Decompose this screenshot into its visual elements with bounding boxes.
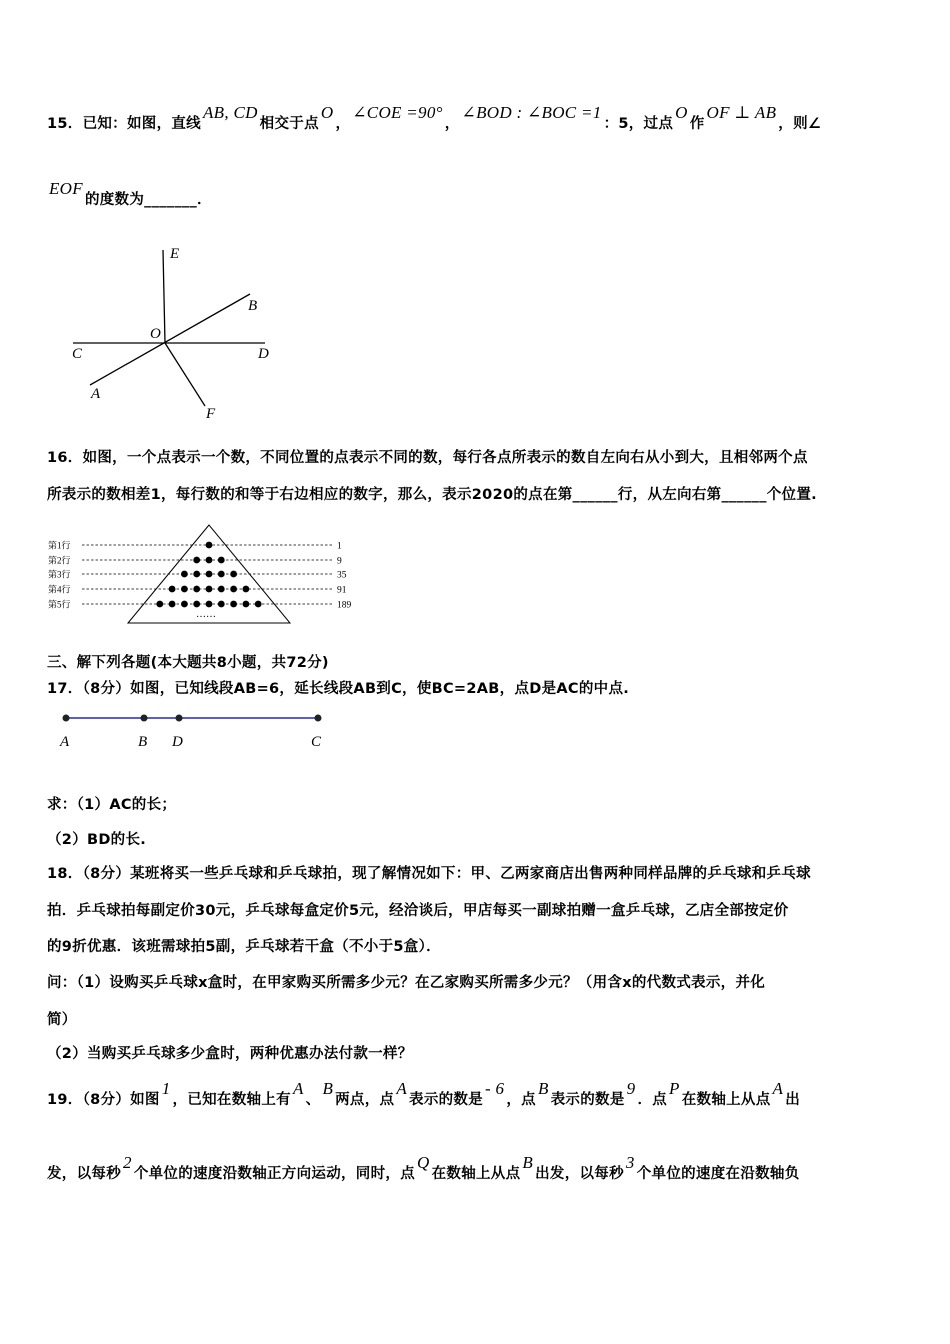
dot: [206, 542, 213, 549]
text-run: 、: [305, 1092, 321, 1108]
dot: [243, 586, 250, 593]
dot: [255, 601, 262, 608]
ray-oe: [163, 250, 165, 343]
row-sum: 189: [337, 600, 352, 611]
label-c: C: [311, 734, 322, 750]
text-run: 作: [689, 116, 705, 132]
text-run: 所表示的数相差1，每行数的和等于右边相应的数字，那么，表示2020的点在第______行，从左向右第______个位置.: [47, 487, 817, 503]
row-sum: 9: [337, 556, 342, 567]
text-run: 拍．乒乓球拍每副定价30元，乒乓球每盒定价5元，经洽谈后，甲店每买一副球拍赠一盒乒乓球，乙店全部按定价: [47, 903, 789, 919]
math-expression: O: [320, 103, 334, 122]
text-run: 的度数为_______．: [84, 192, 212, 208]
dot: [169, 586, 176, 593]
math-expression: - 6: [485, 1079, 505, 1098]
dot: [230, 571, 237, 578]
math-expression: A: [772, 1079, 784, 1098]
line-ab: [90, 294, 250, 385]
dot: [230, 601, 237, 608]
math-expression: AB, CD: [202, 103, 258, 122]
dot: [218, 571, 225, 578]
point-b: [141, 715, 148, 722]
q17-ask1: [47, 793, 176, 814]
dot: [206, 571, 213, 578]
text-run: 问：（1）设购买乒乓球x盒时，在甲家购买所需多少元？在乙家购买所需多少元？（用含x的代数式表示，并化: [47, 975, 766, 991]
math-expression: 3: [625, 1153, 635, 1172]
text-run: 求：（1）AC的长；: [47, 797, 177, 813]
text-run: ，: [335, 116, 351, 132]
label-e: E: [170, 246, 180, 262]
dot: [181, 601, 188, 608]
q17-line1: [47, 677, 629, 698]
row-label: 第4行: [48, 584, 71, 595]
math-expression: 2: [123, 1153, 132, 1172]
q18-ask1: [47, 971, 765, 992]
label-d: D: [258, 346, 269, 362]
q16-line1: [47, 446, 808, 467]
dot: [206, 601, 213, 608]
dot: [193, 586, 200, 593]
math-expression: P: [669, 1079, 680, 1098]
dot: [169, 601, 176, 608]
ellipsis: ……: [196, 609, 216, 620]
math-expression: ∠COE =90°: [352, 103, 443, 122]
text-run: 17．（8分）如图，已知线段AB=6，延长线段AB到C，使BC=2AB，点D是AC的中点.: [47, 681, 630, 697]
row-sum: 1: [337, 541, 342, 552]
q18-line1: [47, 862, 811, 883]
text-run: 相交于点: [259, 116, 319, 132]
q17-ask2: [47, 828, 146, 849]
row-sum: 91: [337, 585, 347, 596]
dot: [156, 601, 163, 608]
dot: [243, 601, 250, 608]
text-run: ，: [444, 116, 460, 132]
figure-q17-segment: [50, 705, 340, 755]
math-expression: EOF: [49, 179, 83, 198]
text-run: 表示的数是: [550, 1092, 625, 1108]
row-label: 第3行: [48, 569, 71, 580]
dot: [193, 557, 200, 564]
dot: [218, 557, 225, 564]
q18-ask1b: [47, 1008, 77, 1029]
dot: [181, 571, 188, 578]
math-expression: 1: [161, 1079, 171, 1098]
label-o: O: [150, 326, 161, 342]
dot: [193, 601, 200, 608]
text-run: （2）BD的长.: [47, 832, 147, 848]
math-expression: B: [522, 1153, 534, 1172]
dot: [193, 571, 200, 578]
point-c: [315, 715, 322, 722]
q16-line2: [47, 483, 817, 504]
label-f: F: [206, 406, 216, 422]
math-expression: A: [396, 1079, 408, 1098]
label-c: C: [72, 346, 83, 362]
text-run: 出发，以每秒: [535, 1166, 624, 1182]
math-expression: OF ⊥ AB: [706, 103, 777, 122]
text-run: 出: [785, 1092, 801, 1108]
math-expression: A: [292, 1079, 304, 1098]
text-run: ，则∠: [778, 116, 822, 132]
dot: [206, 586, 213, 593]
q15-line2: [47, 179, 212, 209]
text-run: 个单位的速度沿数轴正方向运动，同时，点: [133, 1166, 416, 1182]
text-run: 19．（8分）如图: [47, 1092, 160, 1108]
q19-line1: [47, 1079, 801, 1109]
row-label: 第5行: [48, 599, 71, 610]
text-run: ．点: [637, 1092, 668, 1108]
text-run: 简）: [47, 1012, 77, 1028]
text-run: 两点，点: [335, 1092, 395, 1108]
figure-q15-lines: [60, 235, 290, 430]
q19-line2: [47, 1153, 800, 1183]
text-run: 18．（8分）某班将买一些乒乓球和乒乓球拍，现了解情况如下：甲、乙两家商店出售两种同样品牌的乒乓球和乒乓球: [47, 866, 811, 882]
row-label: 第2行: [48, 555, 71, 566]
text-run: ：5，过点: [603, 116, 674, 132]
row-sum: 35: [337, 570, 347, 581]
label-d: D: [172, 734, 183, 750]
text-run: ，已知在数轴上有: [172, 1092, 291, 1108]
math-expression: B: [322, 1079, 334, 1098]
label-a: A: [60, 734, 70, 750]
text-run: 表示的数是: [409, 1092, 484, 1108]
text-run: 16．如图，一个点表示一个数，不同位置的点表示不同的数，每行各点所表示的数自左向右从小到大，且相邻两个点: [47, 450, 808, 466]
text-run: 三、解下列各题(本大题共8小题，共72分): [47, 655, 329, 671]
section-3: [47, 651, 329, 672]
math-expression: Q: [417, 1153, 430, 1172]
dot: [230, 586, 237, 593]
dot: [218, 601, 225, 608]
text-run: 15．已知：如图，直线: [47, 116, 201, 132]
point-a: [63, 715, 70, 722]
q18-line3: [47, 935, 441, 956]
text-run: （2）当购买乒乓球多少盒时，两种优惠办法付款一样？: [47, 1046, 413, 1062]
text-run: 在数轴上从点: [681, 1092, 771, 1108]
dot: [218, 586, 225, 593]
math-expression: 9: [626, 1079, 636, 1098]
text-run: ，点: [506, 1092, 536, 1108]
text-run: 发，以每秒: [47, 1166, 121, 1182]
label-b: B: [248, 298, 258, 314]
q15-line1: [47, 103, 822, 133]
q18-line2: [47, 899, 789, 920]
label-a: A: [91, 386, 101, 402]
math-expression: ∠BOD : ∠BOC =1: [461, 103, 602, 122]
dot: [206, 557, 213, 564]
q18-ask2: [47, 1042, 413, 1063]
figure-q16-pyramid: [40, 520, 370, 630]
dot: [181, 586, 188, 593]
text-run: 的9折优惠．该班需球拍5副，乒乓球若干盒（不小于5盒）．: [47, 939, 441, 955]
text-run: 个单位的速度在沿数轴负: [636, 1166, 800, 1182]
point-d: [176, 715, 183, 722]
label-b: B: [138, 734, 148, 750]
row-label: 第1行: [48, 540, 71, 551]
text-run: 在数轴上从点: [431, 1166, 521, 1182]
math-expression: B: [537, 1079, 549, 1098]
math-expression: O: [675, 103, 688, 122]
ray-of: [165, 343, 205, 406]
